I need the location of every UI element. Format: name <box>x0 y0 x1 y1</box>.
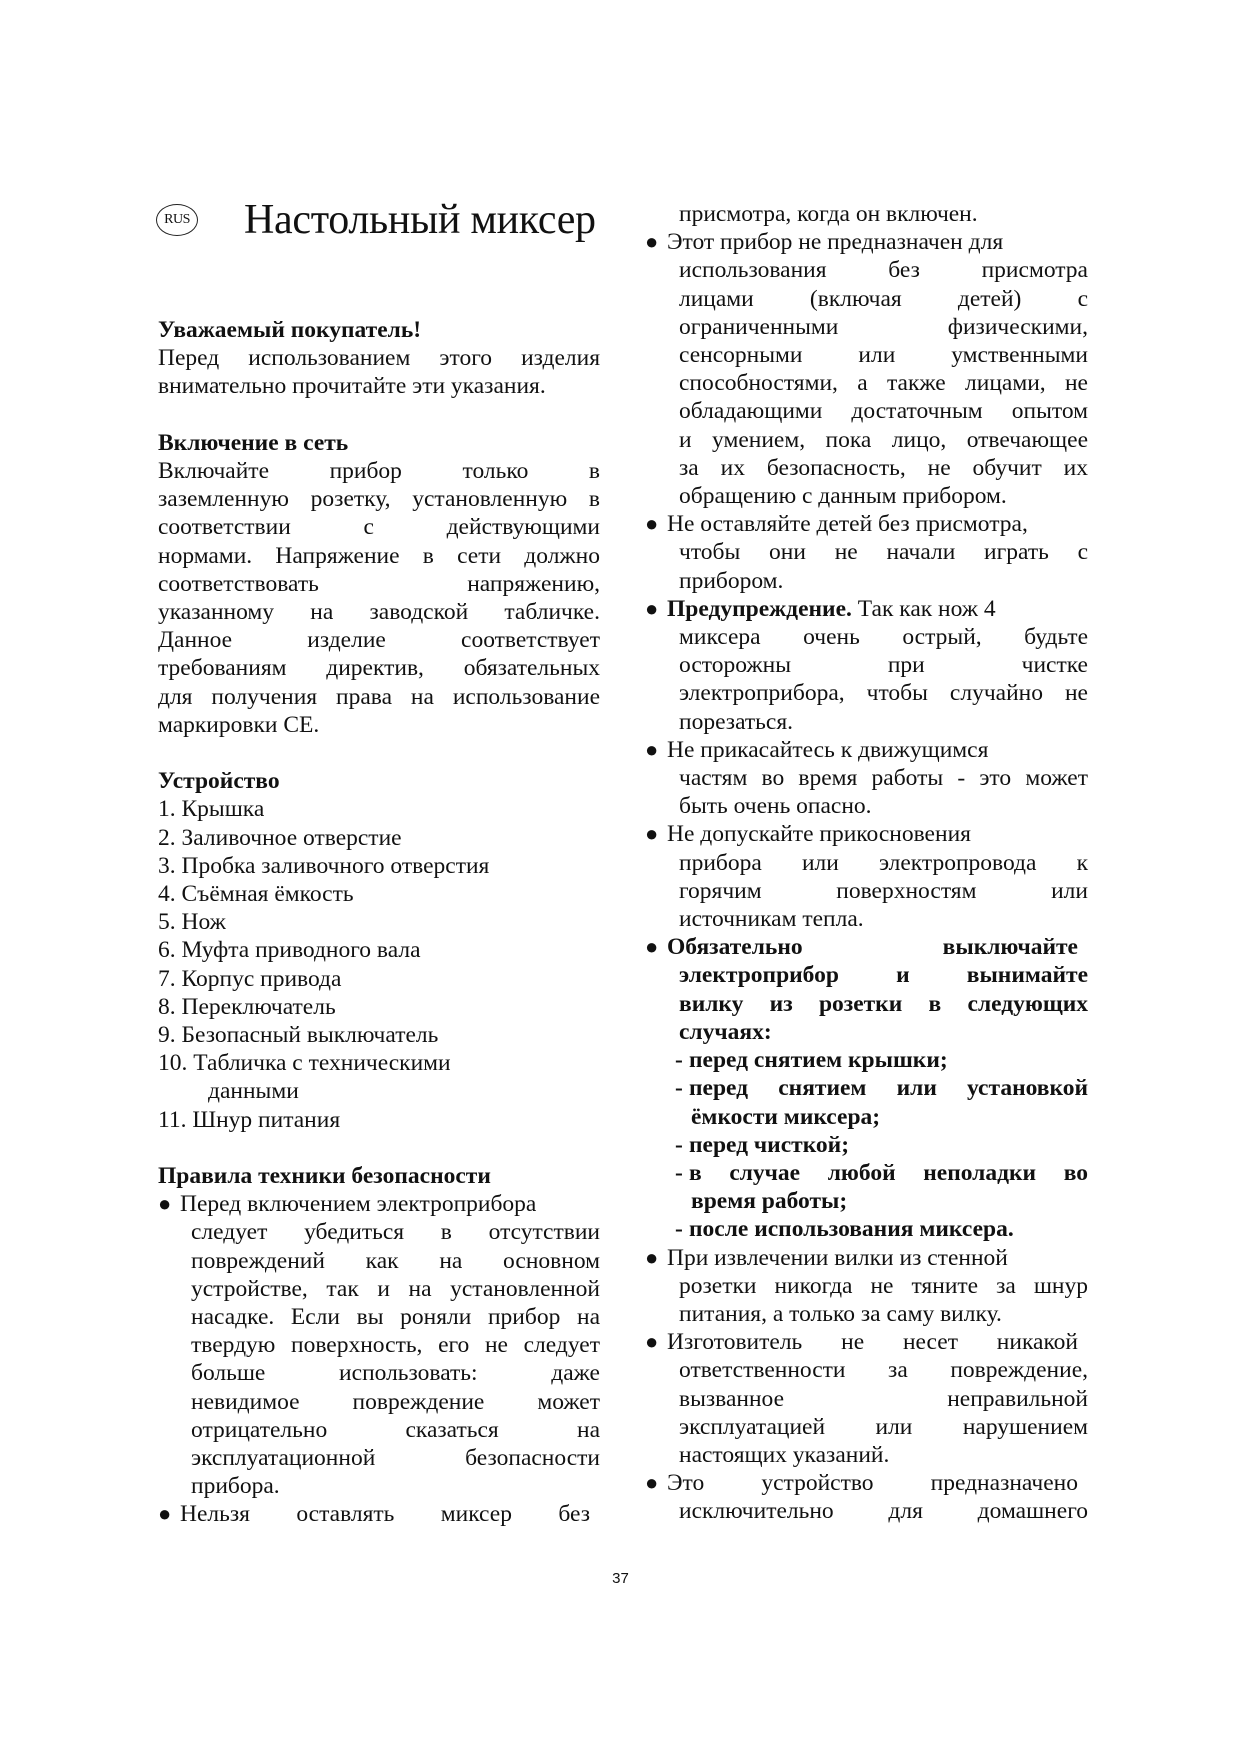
greeting-heading: Уважаемый покупатель! <box>158 317 422 343</box>
bullet-text: Изготовитель не несет никакой <box>667 1329 1078 1356</box>
dash-item <box>645 1074 1088 1102</box>
bullet-text: прибора. <box>191 1473 280 1500</box>
bullet-dot-icon: ● <box>645 511 659 537</box>
bullet-text: за их безопасность, не обучит их <box>679 454 1088 481</box>
bullet-text: исключительно для домашнего <box>679 1498 1088 1525</box>
bullet-text: источникам тепла. <box>679 906 864 933</box>
bullet-text: чтобы они не начали играть с <box>679 539 1088 566</box>
bullet-text: следует убедиться в отсутствии <box>191 1219 600 1246</box>
bullet-text: эксплуатацией или нарушением <box>679 1413 1088 1440</box>
bullet-text: устройстве, так и на установленной <box>191 1275 600 1302</box>
bullet-dot-icon: ● <box>645 821 659 847</box>
bullet-dot-icon: ● <box>645 1470 659 1496</box>
bullet-text: Это устройство предназначено <box>667 1470 1078 1497</box>
power-line: требованиям директив, обязательных <box>158 655 600 682</box>
bullet-text: миксера очень острый, будьте <box>679 624 1088 651</box>
power-line: соответствовать напряжению, <box>158 570 600 597</box>
safety-bullet <box>158 1190 600 1218</box>
greeting-line: Перед использованием этого изделия <box>158 345 600 372</box>
bullet-dot-icon: ● <box>158 1191 172 1217</box>
bullet-text: Не допускайте прикосновения <box>667 821 971 848</box>
bullet-text: ответственности за повреждение, <box>679 1357 1088 1384</box>
safety-bullet <box>645 595 1088 623</box>
dash-icon: - <box>675 1159 683 1186</box>
dash-item <box>645 1046 1088 1074</box>
bullet-text: порезаться. <box>679 708 794 735</box>
dash-text: в случае любой неполадки во <box>689 1159 1088 1186</box>
greeting-line: внимательно прочитайте эти указания. <box>158 373 546 400</box>
bullet-dot-icon: ● <box>645 229 659 255</box>
bullet-text: розетки никогда не тяните за шнур <box>679 1272 1088 1299</box>
bullet-dot-icon: ● <box>645 934 659 960</box>
bullet-text: питания, а только за саму вилку. <box>679 1300 1002 1327</box>
bullet-text: прибором. <box>679 567 784 594</box>
bullet-text: электроприбора, чтобы случайно не <box>679 680 1088 707</box>
dash-text: перед снятием крышки; <box>689 1047 948 1074</box>
bullet-text: использования без присмотра <box>679 257 1088 284</box>
safety-bullet <box>645 736 1088 764</box>
bullet-text: и умением, пока лицо, отвечающее <box>679 426 1088 453</box>
bullet-text: способностями, а также лицами, не <box>679 370 1088 397</box>
bullet-text: электроприбор и вынимайте <box>679 962 1088 989</box>
dash-icon: - <box>675 1131 683 1158</box>
bullet-text: горячим поверхностям или <box>679 877 1088 904</box>
dash-text: перед чисткой; <box>689 1131 850 1158</box>
bullet-text: насадке. Если вы роняли прибор на <box>191 1304 600 1331</box>
warning-label: Предупреждение. <box>667 595 852 622</box>
power-line: маркировки CE. <box>158 711 320 738</box>
device-item: 3. Пробка заливочного отверстия <box>158 852 490 879</box>
dash-icon: - <box>675 1075 683 1102</box>
device-item: 6. Муфта приводного вала <box>158 937 421 964</box>
dash-item <box>645 1131 1088 1159</box>
device-item: 4. Съёмная ёмкость <box>158 881 354 908</box>
bullet-dot-icon: ● <box>158 1501 172 1527</box>
right-column <box>645 200 1088 1526</box>
bullet-text: больше использовать: даже <box>191 1360 600 1387</box>
device-item: данными <box>208 1078 299 1105</box>
bullet-text: невидимое повреждение может <box>191 1388 600 1415</box>
bullet-text: ограниченными физическими, <box>679 313 1088 340</box>
bullet-text: вилку из розетки в следующих <box>679 990 1088 1017</box>
power-line: заземленную розетку, установленную в <box>158 486 600 513</box>
bullet-text: Перед включением электроприбора <box>180 1191 537 1218</box>
dash-text: перед снятием или установкой <box>689 1075 1088 1102</box>
bullet-dot-icon: ● <box>645 736 659 762</box>
bullet-text: Не прикасайтесь к движущимся <box>667 736 989 763</box>
power-line: для получения права на использование <box>158 683 600 710</box>
bullet-text: прибора или электропровода к <box>679 849 1088 876</box>
bullet-text: эксплуатационной безопасности <box>191 1445 600 1472</box>
safety-bullet <box>645 1328 1088 1356</box>
page-title: Настольный миксер <box>244 197 596 243</box>
device-item: 2. Заливочное отверстие <box>158 824 402 851</box>
bullet-text: лицами (включая детей) с <box>679 285 1088 312</box>
bullet-text: Обязательно выключайте <box>667 934 1078 961</box>
bullet-text: настоящих указаний. <box>679 1441 890 1468</box>
dash-item <box>645 1215 1088 1243</box>
safety-bullet <box>645 933 1088 961</box>
bullet-text: обращению с данным прибором. <box>679 483 1007 510</box>
bullet-text: Этот прибор не предназначен для <box>667 229 1004 256</box>
power-line: соответствии с действующими <box>158 514 600 541</box>
safety-bullet <box>645 820 1088 848</box>
power-line: указанному на заводской табличке. <box>158 599 600 626</box>
bullet-text: отрицательно сказаться на <box>191 1416 600 1443</box>
dash-icon: - <box>675 1047 683 1074</box>
bullet-text: Не оставляйте детей без присмотра, <box>667 511 1028 538</box>
device-item: 5. Нож <box>158 909 226 936</box>
device-item: 11. Шнур питания <box>158 1106 341 1133</box>
power-line: нормами. Напряжение в сети должно <box>158 542 600 569</box>
bullet-text: вызванное неправильной <box>679 1385 1088 1412</box>
safety-heading: Правила техники безопасности <box>158 1163 491 1190</box>
bullet-text: быть очень опасно. <box>679 793 872 820</box>
safety-bullet <box>158 1500 600 1528</box>
page-number: 37 <box>612 1570 629 1587</box>
dash-item <box>645 1159 1088 1187</box>
dash-text: время работы; <box>691 1188 848 1215</box>
left-column <box>158 316 600 1529</box>
dash-text: после использования миксера. <box>689 1216 1014 1243</box>
bullet-text: твердую поверхность, его не следует <box>191 1332 600 1359</box>
bullet-dot-icon: ● <box>645 595 659 621</box>
power-line: Включайте прибор только в <box>158 458 600 484</box>
device-item: 10. Табличка с техническими <box>158 1050 451 1077</box>
device-item: 8. Переключатель <box>158 993 336 1020</box>
dash-icon: - <box>675 1216 683 1243</box>
power-line: Данное изделие соответствует <box>158 627 600 654</box>
bullet-dot-icon: ● <box>645 1244 659 1270</box>
bullet-text: частям во время работы - это может <box>679 765 1088 792</box>
device-item: 9. Безопасный выключатель <box>158 1022 439 1049</box>
bullet-dot-icon: ● <box>645 1329 659 1355</box>
bullet-text: повреждений как на основном <box>191 1247 600 1274</box>
safety-bullet <box>645 1244 1088 1272</box>
bullet-text: Нельзя оставлять миксер без <box>180 1501 590 1528</box>
safety-bullet <box>645 1469 1088 1497</box>
dash-text: ёмкости миксера; <box>691 1103 881 1130</box>
bullet-text: случаях: <box>679 1018 772 1045</box>
bullet-text: При извлечении вилки из стенной <box>667 1244 1008 1271</box>
bullet-text: обладающими достаточным опытом <box>679 398 1088 425</box>
safety-bullet <box>645 510 1088 538</box>
bullet-text: сенсорными или умственными <box>679 342 1088 369</box>
bullet-text: Так как нож 4 <box>851 595 996 622</box>
bullet-text: осторожны при чистке <box>679 652 1088 679</box>
device-item: 1. Крышка <box>158 796 265 823</box>
title-row <box>156 190 596 250</box>
rus-language-badge: RUS <box>156 204 198 236</box>
device-heading: Устройство <box>158 768 280 795</box>
safety-bullet <box>645 228 1088 256</box>
bullet-text: присмотра, когда он включен. <box>679 201 978 227</box>
device-item: 7. Корпус привода <box>158 965 342 992</box>
power-heading: Включение в сеть <box>158 429 349 456</box>
